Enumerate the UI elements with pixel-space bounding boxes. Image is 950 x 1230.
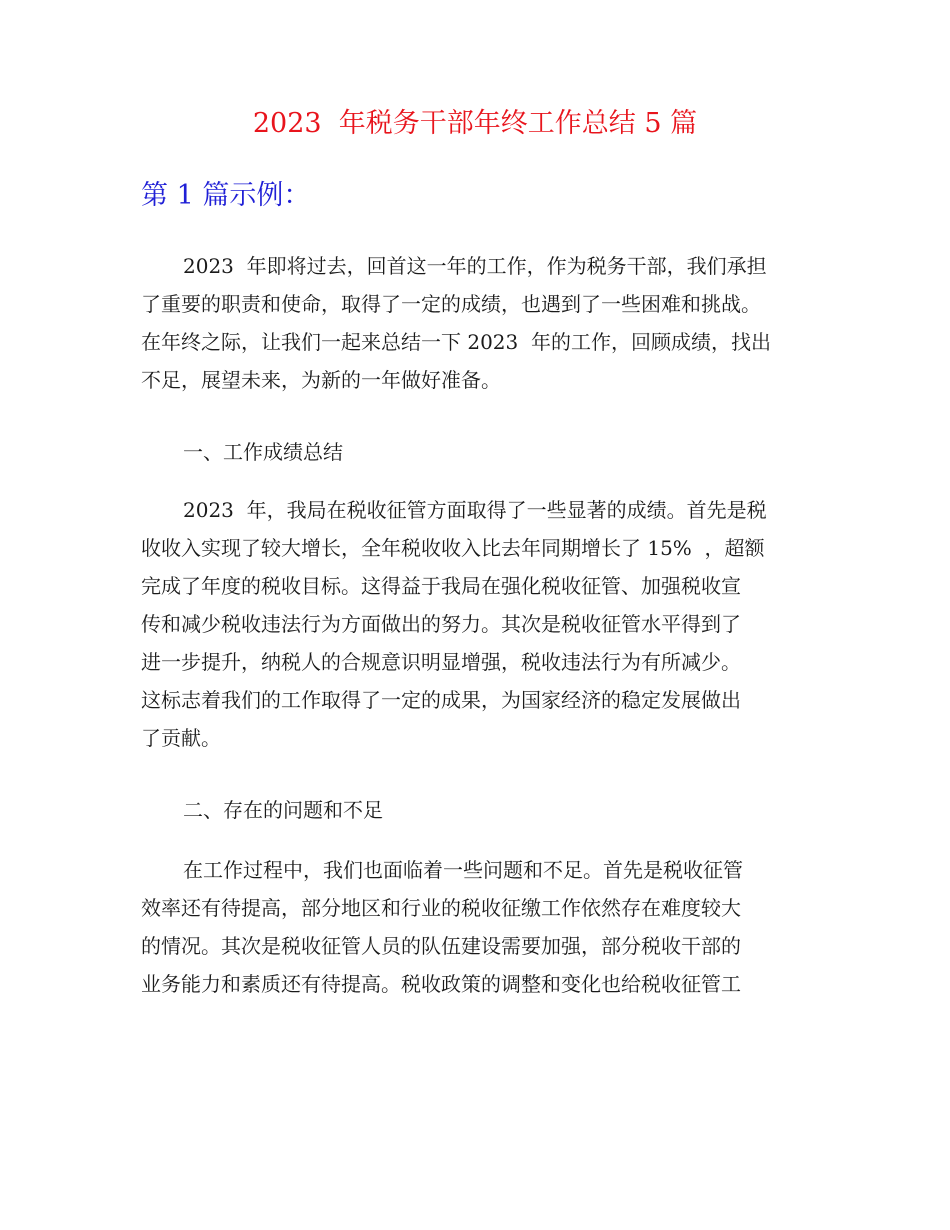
part1-line: 进一步提升，纳税人的合规意识明显增强，税收违法行为有所减少。 xyxy=(141,650,741,674)
part1-line: 传和减少税收违法行为方面做出的努力。其次是税收征管水平得到了 xyxy=(141,612,741,636)
part2-line: 的情况。其次是税收征管人员的队伍建设需要加强，部分税收干部的 xyxy=(141,934,741,958)
part1-line: 完成了年度的税收目标。这得益于我局在强化税收征管、加强税收宣 xyxy=(141,574,741,598)
part2-heading: 二、存在的问题和不足 xyxy=(183,798,383,822)
part1-line: 这标志着我们的工作取得了一定的成果，为国家经济的稳定发展做出 xyxy=(141,688,741,712)
part1-line: 2023 年，我局在税收征管方面取得了一些显著的成绩。首先是税 xyxy=(183,498,767,522)
part2-line: 业务能力和素质还有待提高。税收政策的调整和变化也给税收征管工 xyxy=(141,972,741,996)
part2-line: 在工作过程中，我们也面临着一些问题和不足。首先是税收征管 xyxy=(183,858,743,882)
intro-line: 2023 年即将过去，回首这一年的工作，作为税务干部，我们承担 xyxy=(183,254,767,278)
part1-heading: 一、工作成绩总结 xyxy=(183,440,343,464)
part1-line: 了贡献。 xyxy=(141,726,221,750)
intro-line: 在年终之际，让我们一起来总结一下 2023 年的工作，回顾成绩，找出 xyxy=(141,330,771,354)
document-title: 2023 年税务干部年终工作总结 5 篇 xyxy=(252,108,698,139)
part2-line: 效率还有待提高，部分地区和行业的税收征缴工作依然存在难度较大 xyxy=(141,896,741,920)
intro-line: 了重要的职责和使命，取得了一定的成绩，也遇到了一些困难和挑战。 xyxy=(141,292,761,316)
intro-line: 不足，展望未来，为新的一年做好准备。 xyxy=(141,368,501,392)
section-heading: 第 1 篇示例： xyxy=(141,180,311,211)
part1-line: 收收入实现了较大增长，全年税收收入比去年同期增长了 15% ，超额 xyxy=(141,536,765,560)
